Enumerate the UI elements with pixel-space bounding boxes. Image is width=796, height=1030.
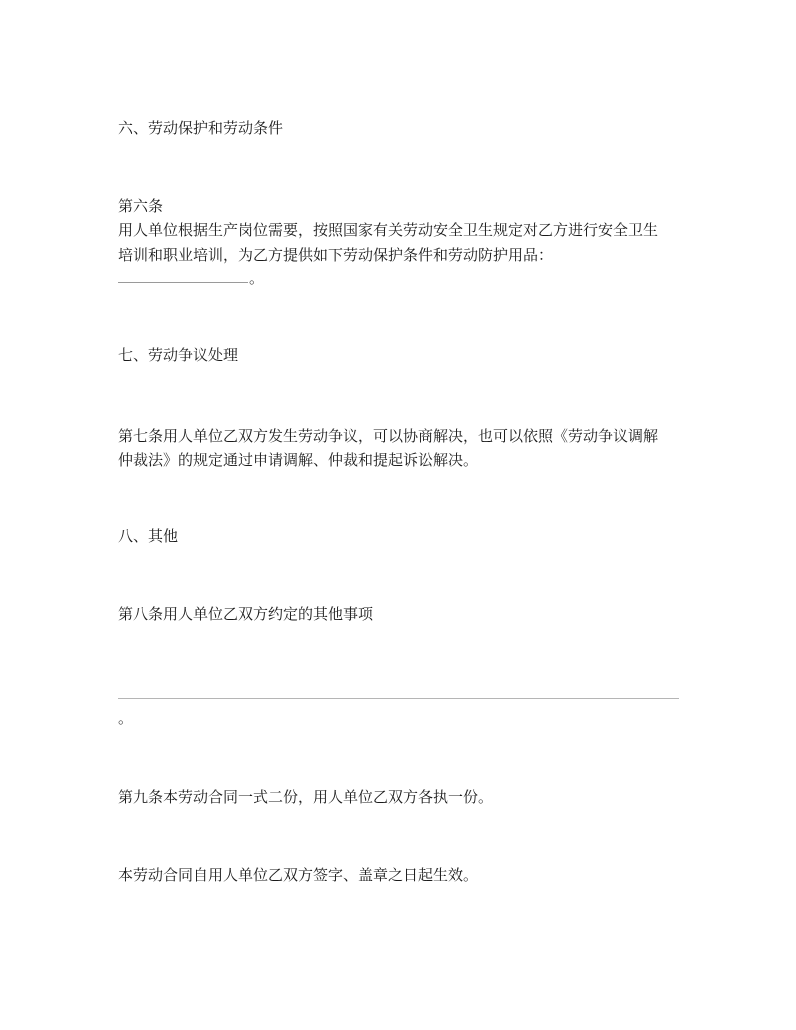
article-9-text: 第九条本劳动合同一式二份，用人单位乙双方各执一份。 [118, 788, 494, 806]
article-7-body-line-1: 第七条用人单位乙双方发生劳动争议，可以协商解决，也可以依照《劳动争议调解 [118, 427, 659, 445]
article-6-fill-blank-line [118, 266, 264, 290]
section-8-heading: 八、其他 [118, 527, 179, 545]
article-7-body-line-2: 仲裁法》的规定通过申请调解、仲裁和提起诉讼解决。 [118, 451, 479, 469]
effective-clause: 本劳动合同自用人单位乙双方签字、盖章之日起生效。 [118, 866, 479, 884]
article-6-body-line-1: 用人单位根据生产岗位需要，按照国家有关劳动安全卫生规定对乙方进行安全卫生 [118, 221, 659, 239]
fill-in-blank [118, 268, 248, 283]
article-8-text: 第八条用人单位乙双方约定的其他事项 [118, 605, 374, 623]
section-7-heading: 七、劳动争议处理 [118, 346, 239, 364]
article-8-fill-rule [118, 698, 679, 699]
article-8-end-mark: 。 [118, 709, 134, 727]
section-6-heading: 六、劳动保护和劳动条件 [118, 119, 284, 137]
article-6-body-line-2: 培训和职业培训，为乙方提供如下劳动保护条件和劳动防护用品： [118, 246, 554, 264]
article-6-label: 第六条 [118, 197, 164, 215]
article-6-end-mark: 。 [249, 269, 265, 287]
